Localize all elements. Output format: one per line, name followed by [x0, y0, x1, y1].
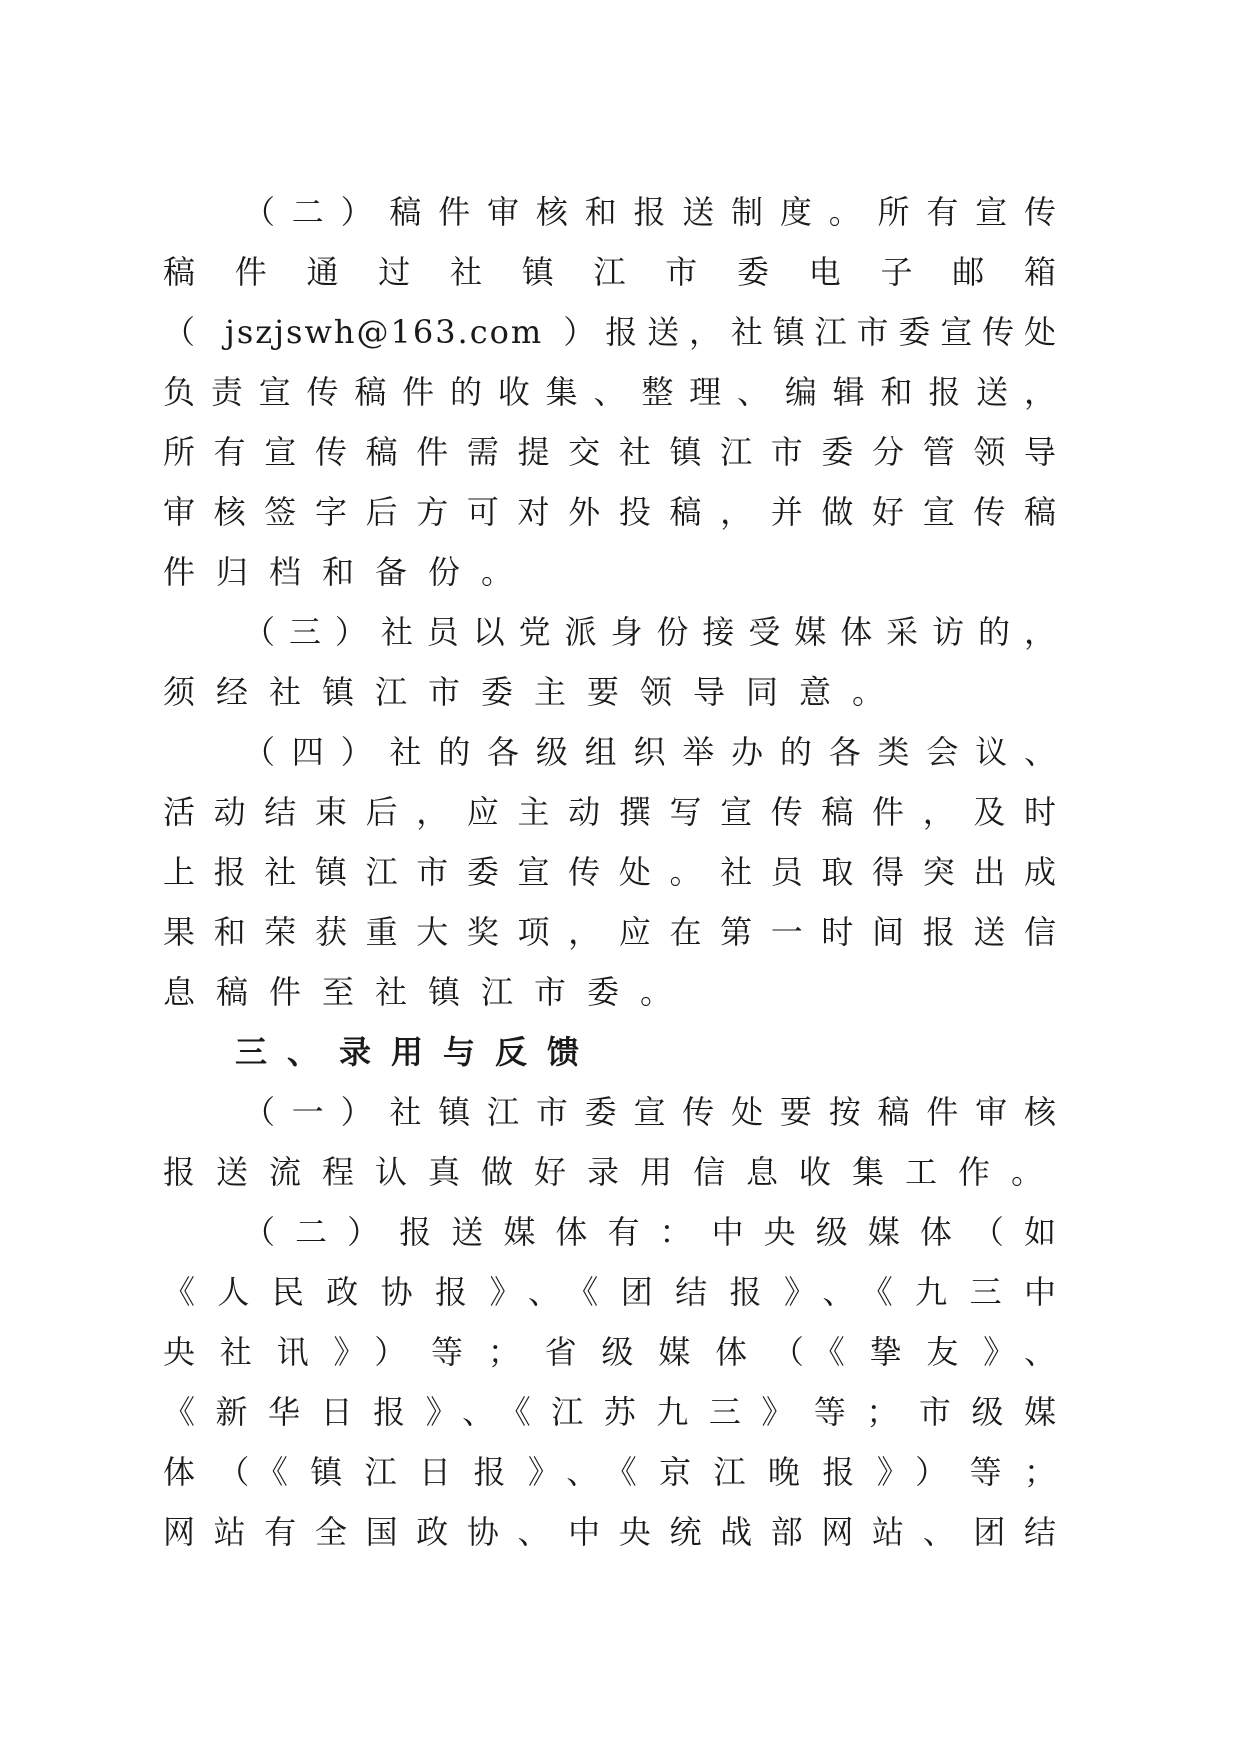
paragraph-2-2-line-7: 件归档和备份。 [163, 553, 535, 591]
paragraph-3-1-line-1: （一）社镇江市委宣传处要按稿件审核 [243, 1093, 1058, 1131]
paragraph-3-2-line-4: 《新华日报》、《江苏九三》等；市级媒 [163, 1393, 1058, 1431]
paragraph-2-2-line-1: （二）稿件审核和报送制度。所有宣传 [243, 193, 1058, 231]
paragraph-2-2-line-3: （ jszjswh@163.com ）报送，社镇江市委宣传处 [163, 313, 1058, 351]
paragraph-2-2-line-2: 稿 件 通 过 社 镇 江 市 委 电 子 邮 箱 [163, 253, 1058, 291]
paragraph-2-4-line-1: （四）社的各级组织举办的各类会议、 [243, 733, 1058, 771]
paragraph-2-4-line-2: 活动结束后，应主动撰写宣传稿件，及时 [163, 793, 1058, 831]
paragraph-2-4-line-5: 息稿件至社镇江市委。 [163, 973, 694, 1011]
paragraph-2-4-line-4: 果和荣获重大奖项，应在第一时间报送信 [163, 913, 1058, 951]
paragraph-2-3-line-2: 须经社镇江市委主要领导同意。 [163, 673, 906, 711]
paragraph-3-2-line-5: 体（《镇江日报》、《京江晚报》）等； [163, 1453, 1058, 1491]
paragraph-2-4-line-3: 上报社镇江市委宣传处。社员取得突出成 [163, 853, 1058, 891]
paragraph-3-2-line-6: 网站有全国政协、中央统战部网站、团结 [163, 1513, 1058, 1551]
paragraph-3-2-line-2: 《人民政协报》、《团结报》、《九三中 [163, 1273, 1058, 1311]
paragraph-2-2-line-4: 负责宣传稿件的收集、整理、编辑和报送， [163, 373, 1058, 411]
paragraph-2-3-line-1: （三）社员以党派身份接受媒体采访的， [243, 613, 1058, 651]
paragraph-2-2-line-6: 审核签字后方可对外投稿，并做好宣传稿 [163, 493, 1058, 531]
paragraph-3-2-line-1: （二）报送媒体有：中央级媒体（如 [243, 1213, 1058, 1251]
paragraph-2-2-line-5: 所有宣传稿件需提交社镇江市委分管领导 [163, 433, 1058, 471]
paragraph-3-1-line-2: 报送流程认真做好录用信息收集工作。 [163, 1153, 1065, 1191]
section-heading-3: 三、录用与反馈 [235, 1033, 600, 1071]
paragraph-3-2-line-3: 央社讯》）等；省级媒体（《挚友》、 [163, 1333, 1058, 1371]
